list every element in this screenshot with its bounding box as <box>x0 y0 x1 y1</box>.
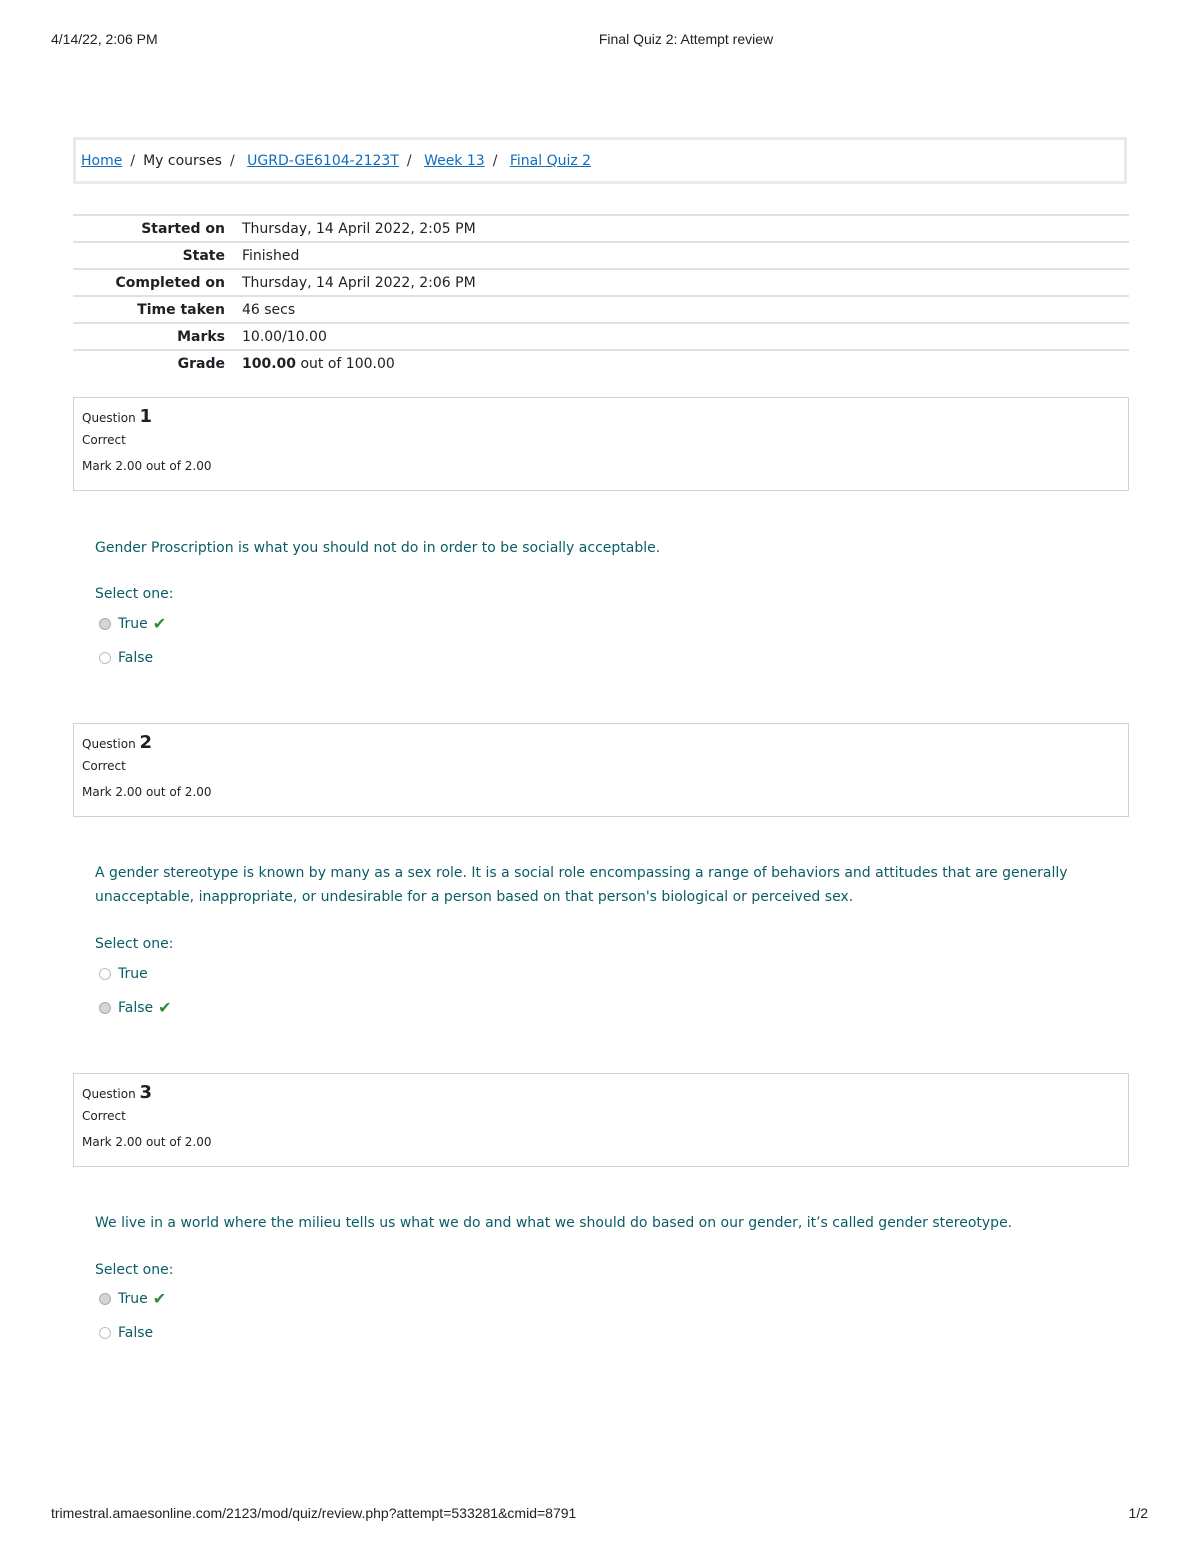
summary-value: 10.00/10.00 <box>242 328 327 345</box>
question-number: 1 <box>139 406 153 427</box>
summary-row-completed <box>73 269 1129 296</box>
breadcrumb-separator: / <box>492 153 498 169</box>
question-mark: Mark 2.00 out of 2.00 <box>82 1135 212 1149</box>
breadcrumb-separator: / <box>406 153 412 169</box>
print-title: Final Quiz 2: Attempt review <box>598 31 774 47</box>
question-text-1: Gender Proscription is what you should not do in order to be socially acceptable. <box>95 540 661 556</box>
summary-row-grade <box>73 350 1129 377</box>
summary-label: Completed on <box>115 274 225 291</box>
radio-button[interactable] <box>99 1002 111 1014</box>
question-state: Correct <box>82 433 126 447</box>
breadcrumb-separator: / <box>229 153 235 169</box>
answer-label: True <box>118 966 148 982</box>
answer-option-true[interactable] <box>99 616 166 632</box>
answer-option-true[interactable] <box>99 966 148 982</box>
breadcrumb-course[interactable]: UGRD-GE6104-2123T <box>247 153 399 169</box>
question-text-2: A gender stereotype is known by many as a sex role. It is a social role encompassing a range of behaviors and attitudes that are generally unacceptable, inappropriate, or undesirable for a person based on that person's biological or perceived sex. <box>95 865 1068 905</box>
radio-button[interactable] <box>99 1327 111 1339</box>
radio-button[interactable] <box>99 1293 111 1305</box>
question-label: Question <box>82 737 136 751</box>
summary-value <box>242 350 1129 377</box>
summary-label: State <box>182 247 225 264</box>
check-icon: ✔ <box>158 998 172 1017</box>
answer-label: False <box>118 650 154 666</box>
question-info-2 <box>73 723 1129 817</box>
question-number: 3 <box>139 1082 153 1103</box>
summary-row-marks <box>73 323 1129 350</box>
answer-option-false[interactable] <box>99 1325 153 1341</box>
answer-label: False <box>118 1000 154 1016</box>
radio-button[interactable] <box>99 968 111 980</box>
breadcrumb-week[interactable]: Week 13 <box>424 153 485 169</box>
question-state: Correct <box>82 1109 126 1123</box>
question-mark: Mark 2.00 out of 2.00 <box>82 459 212 473</box>
question-info-3 <box>73 1073 1129 1167</box>
answer-option-false[interactable] <box>99 1000 172 1016</box>
answer-option-true[interactable] <box>99 1291 166 1307</box>
summary-label: Marks <box>177 328 225 345</box>
page-number: 1/2 <box>1128 1505 1148 1521</box>
breadcrumb-home[interactable]: Home <box>81 153 123 169</box>
summary-row-state <box>73 242 1129 269</box>
question-info-1 <box>73 397 1129 491</box>
summary-value: Finished <box>242 247 300 264</box>
grade-out-of: out of 100.00 <box>296 356 395 372</box>
question-state: Correct <box>82 759 126 773</box>
radio-button[interactable] <box>99 618 111 630</box>
question-text-3: We live in a world where the milieu tells us what we do and what we should do based on our gender, it’s called gender stereotype. <box>95 1215 1013 1231</box>
print-datetime: 4/14/22, 2:06 PM <box>51 31 158 47</box>
print-url: trimestral.amaesonline.com/2123/mod/quiz/review.php?attempt=533281&cmid=8791 <box>51 1505 577 1521</box>
breadcrumb <box>73 137 1127 184</box>
summary-label: Started on <box>141 220 225 237</box>
breadcrumb-separator: / <box>130 153 136 169</box>
check-icon: ✔ <box>152 614 167 633</box>
summary-label: Time taken <box>137 301 225 318</box>
question-label: Question <box>82 1087 136 1101</box>
breadcrumb-quiz[interactable]: Final Quiz 2 <box>509 153 592 169</box>
summary-value: Thursday, 14 April 2022, 2:06 PM <box>242 274 476 291</box>
summary-row-time-taken <box>73 296 1129 323</box>
select-one-label: Select one: <box>95 1262 174 1278</box>
select-one-label: Select one: <box>95 936 174 952</box>
answer-option-false[interactable] <box>99 650 153 666</box>
answer-label: True <box>118 616 148 632</box>
summary-value: Thursday, 14 April 2022, 2:05 PM <box>242 220 476 237</box>
grade-score: 100.00 <box>242 356 297 372</box>
question-mark: Mark 2.00 out of 2.00 <box>82 785 212 799</box>
breadcrumb-my-courses: My courses <box>143 153 222 169</box>
attempt-summary-table <box>73 214 1129 377</box>
question-number: 2 <box>139 732 153 753</box>
summary-row-started <box>73 215 1129 242</box>
question-label: Question <box>82 411 136 425</box>
select-one-label: Select one: <box>95 586 174 602</box>
answer-label: False <box>118 1325 154 1341</box>
radio-button[interactable] <box>99 652 111 664</box>
answer-label: True <box>118 1291 148 1307</box>
check-icon: ✔ <box>152 1289 167 1308</box>
summary-label: Grade <box>177 356 225 372</box>
summary-value: 46 secs <box>242 301 296 318</box>
